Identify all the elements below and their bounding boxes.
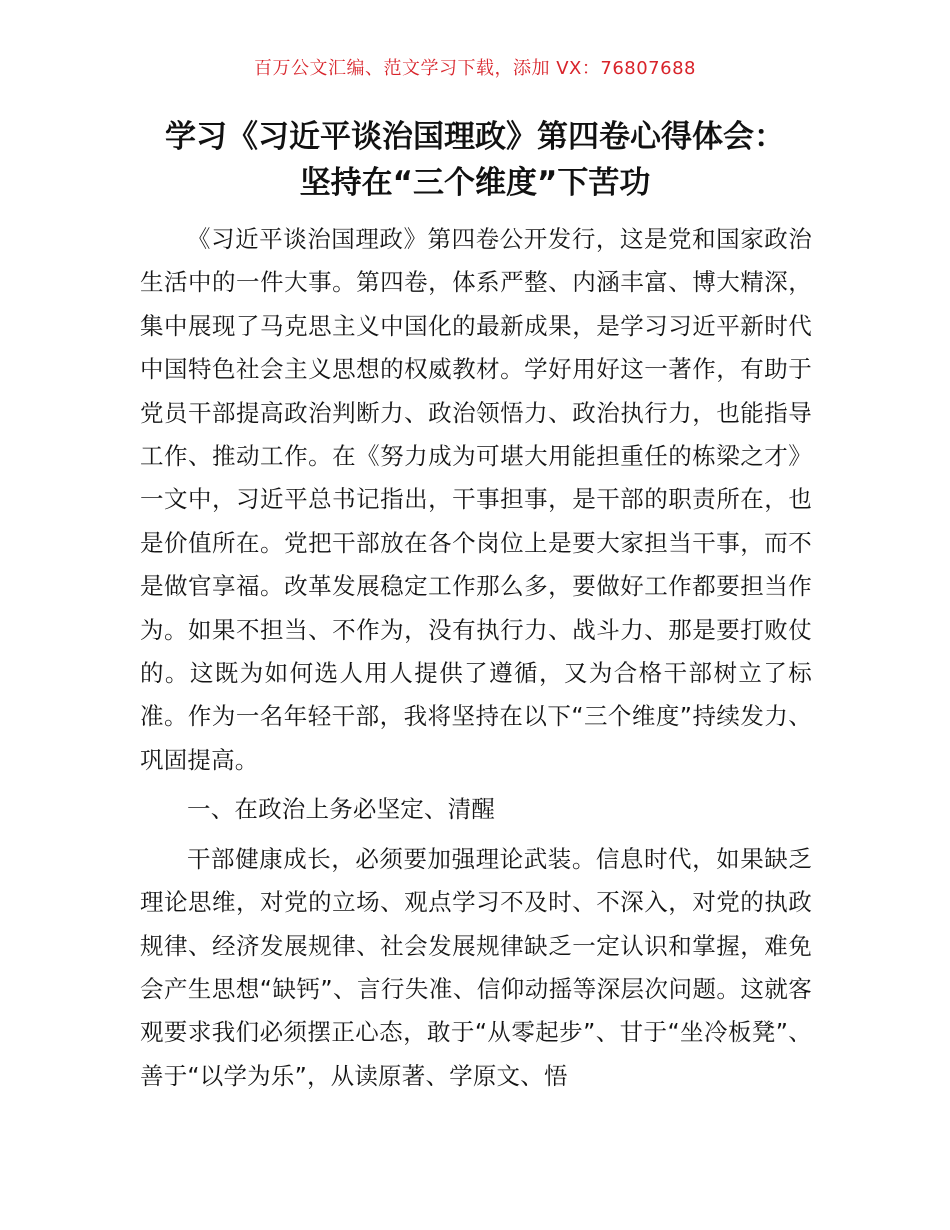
paragraph-section-1: 干部健康成长，必须要加强理论武装。信息时代，如果缺乏理论思维，对党的立场、观点学习不及时、不深入，对党的执政规律、经济发展规律、社会发展规律缺乏一定认识和掌握，难免会产生思想“缺钙”、言行失准、信仰动摇等深层次问题。这就客观要求我们必须摆正心态，敢于“从零起步”、甘于“坐冷板凳”、善于“以学为乐”，从读原著、学原文、悟 (140, 844, 812, 1090)
promo-header-note: 百万公文汇编、范文学习下载，添加 VX：76807688 (254, 58, 696, 79)
section-heading-1: 一、在政治上务必坚定、清醒 (187, 795, 496, 824)
title-line-1: 学习《习近平谈治国理政》第四卷心得体会： (165, 119, 785, 155)
document-body (140, 218, 812, 1098)
document-title (120, 114, 830, 206)
title-line-2: 坚持在“三个维度”下苦功 (299, 165, 651, 201)
paragraph-intro: 《习近平谈治国理政》第四卷公开发行，这是党和国家政治生活中的一件大事。第四卷，体系严整、内涵丰富、博大精深，集中展现了马克思主义中国化的最新成果，是学习习近平新时代中国特色社会主义思想的权威教材。学好用好这一著作，有助于党员干部提高政治判断力、政治领悟力、政治执行力，也能指导工作、推动工作。在《努力成为可堪大用能担重任的栋梁之才》一文中，习近平总书记指出，干事担事，是干部的职责所在，也是价值所在。党把干部放在各个岗位上是要大家担当干事，而不是做官享福。改革发展稳定工作那么多，要做好工作都要担当作为。如果不担当、不作为，没有执行力、战斗力、那是要打败仗的。这既为如何选人用人提供了遵循，又为合格干部树立了标准。作为一名年轻干部，我将坚持在以下“三个维度”持续发力、巩固提高。 (140, 225, 812, 774)
